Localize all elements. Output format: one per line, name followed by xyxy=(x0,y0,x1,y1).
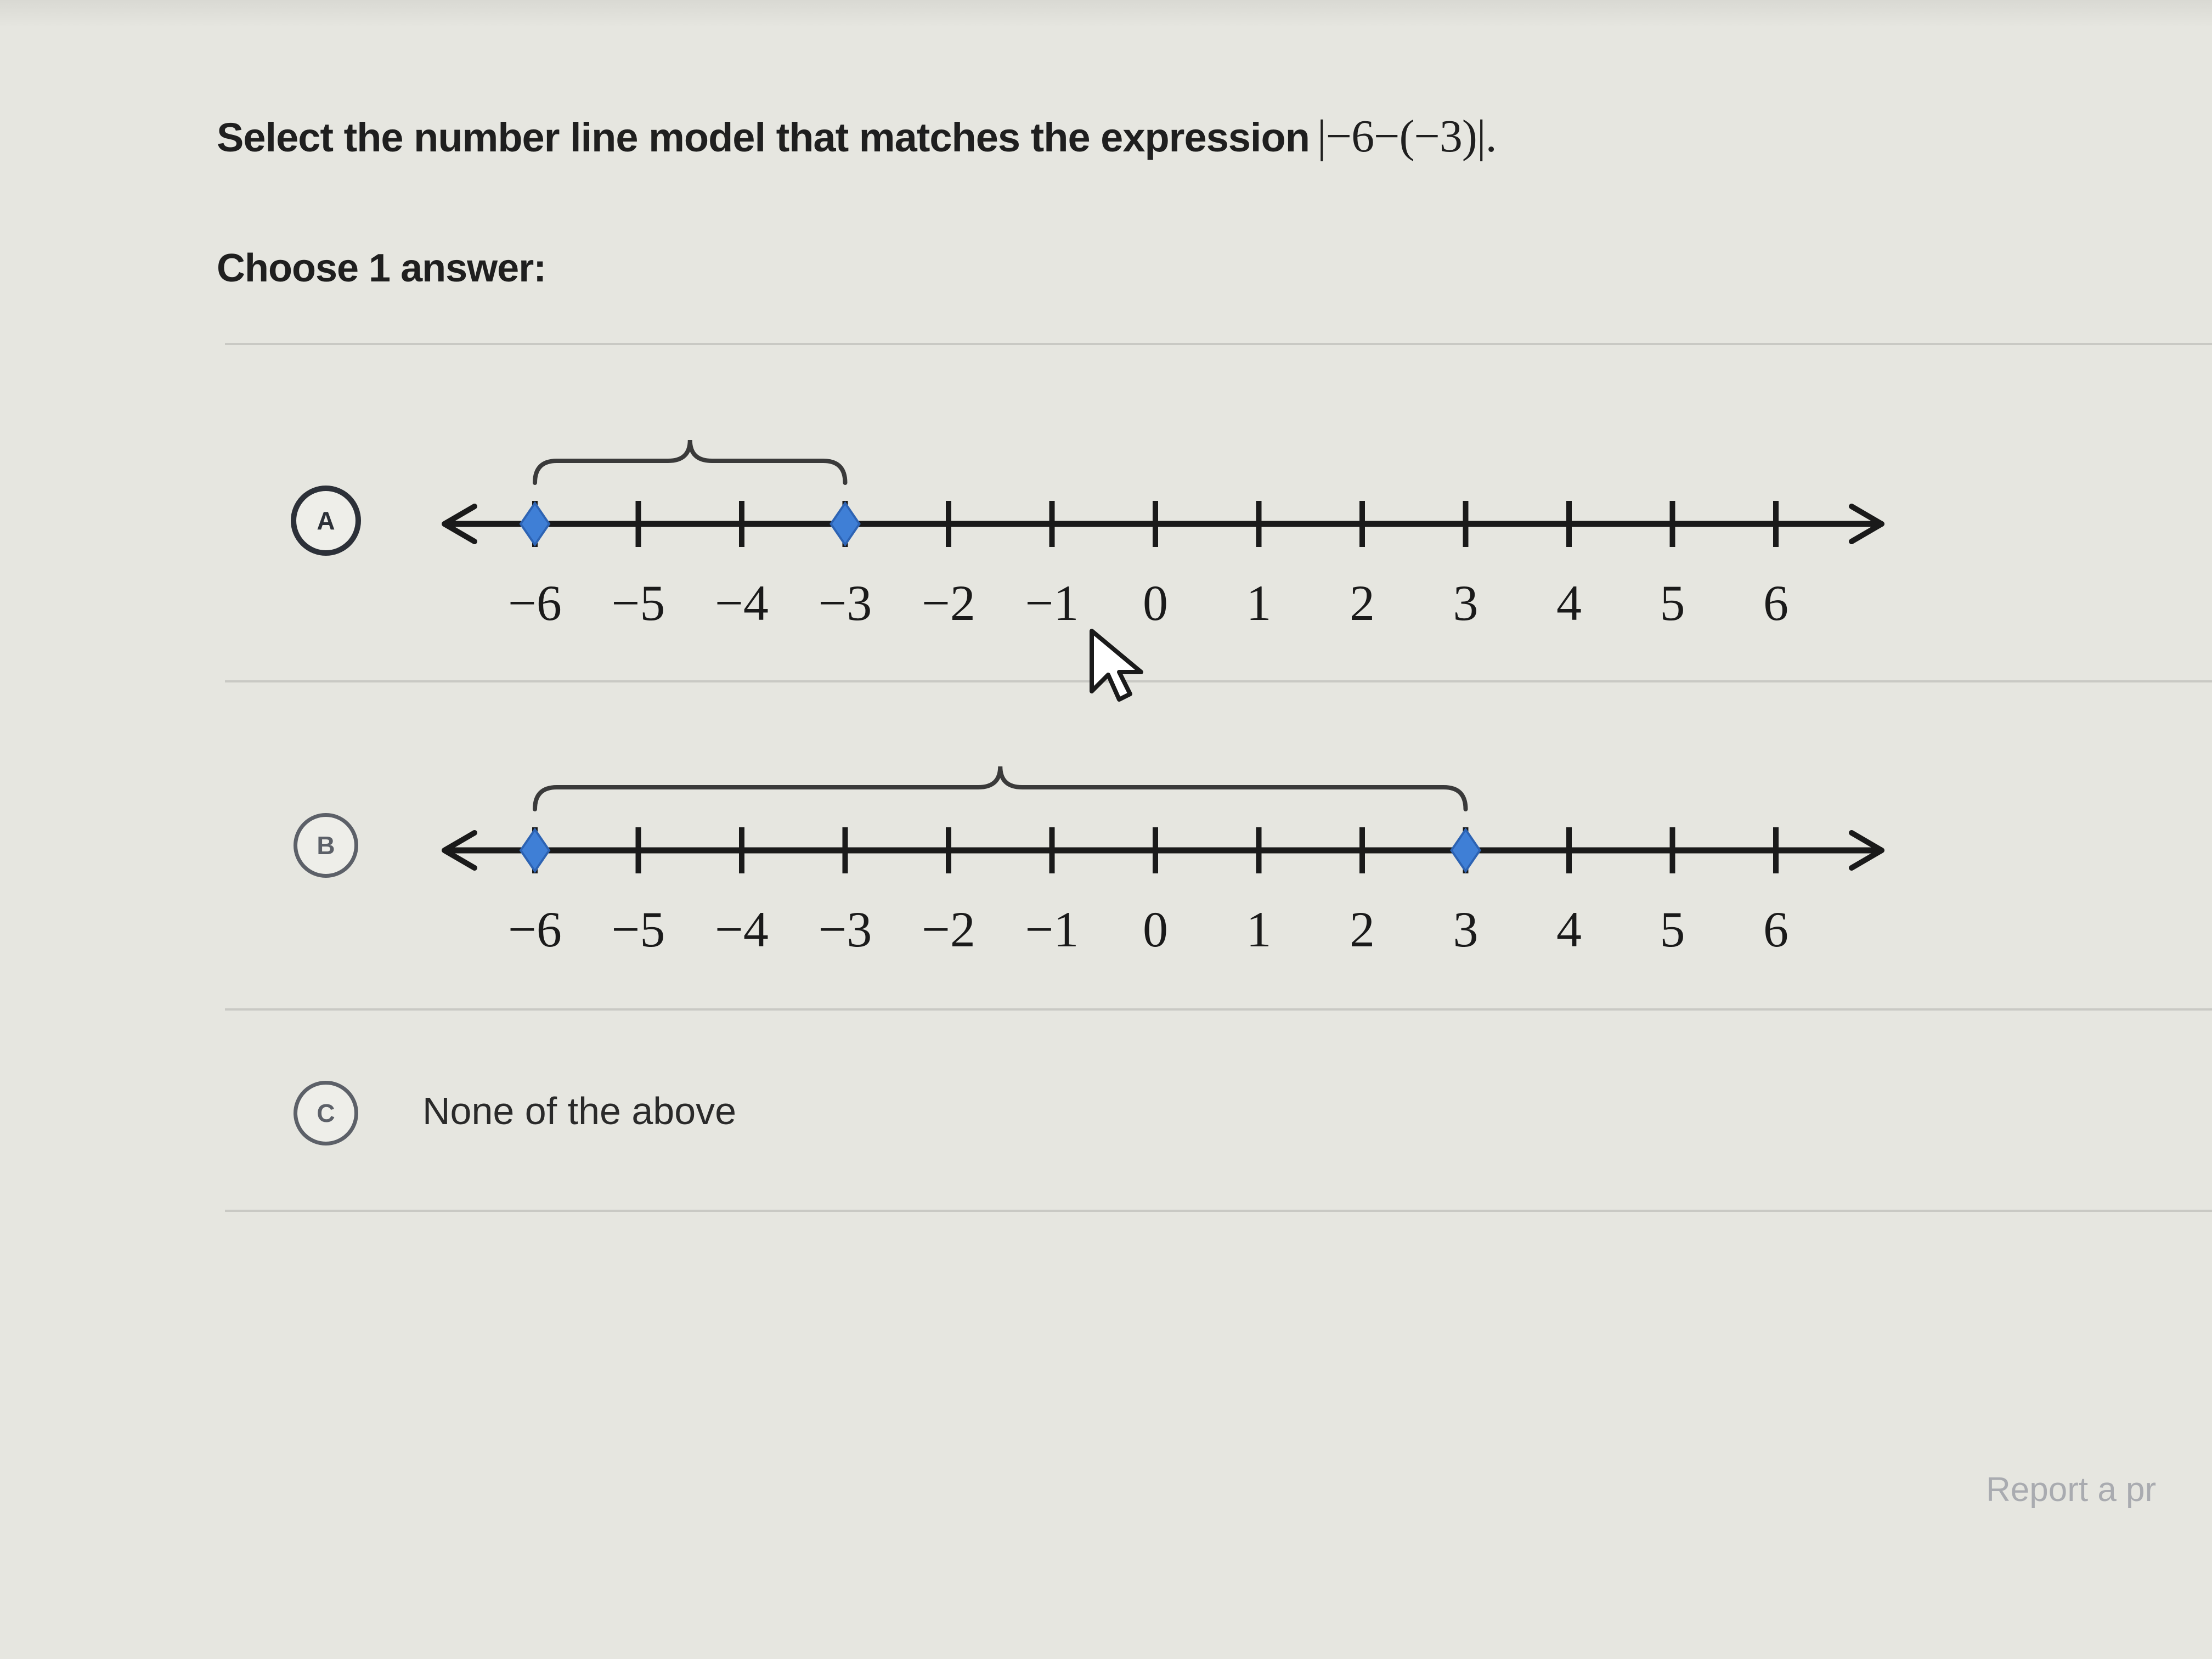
divider xyxy=(225,343,2212,345)
choice-a-letter: A xyxy=(317,506,335,535)
tick-label: 6 xyxy=(1763,575,1788,625)
tick-label: 3 xyxy=(1453,901,1479,952)
tick-label: 1 xyxy=(1246,901,1272,952)
screen-edge xyxy=(0,0,2212,27)
tick-label: −3 xyxy=(818,901,872,952)
plotted-point xyxy=(1452,830,1480,871)
tick-label: −2 xyxy=(922,575,975,625)
choose-answer-label: Choose 1 answer: xyxy=(217,246,546,290)
tick-label: −4 xyxy=(715,901,769,952)
distance-brace xyxy=(535,766,1466,809)
tick-label: −3 xyxy=(818,575,872,625)
choice-b-marker[interactable] xyxy=(294,813,358,878)
question-prompt: Select the number line model that matches the expression xyxy=(217,115,1310,160)
plotted-point xyxy=(521,503,549,545)
choice-b-letter: B xyxy=(317,831,335,860)
tick-label: 2 xyxy=(1350,901,1375,952)
divider xyxy=(225,680,2212,682)
tick-label: −1 xyxy=(1025,901,1079,952)
tick-label: −5 xyxy=(611,575,665,625)
tick-label: −5 xyxy=(611,901,665,952)
tick-label: 4 xyxy=(1556,901,1582,952)
tick-label: −2 xyxy=(922,901,975,952)
tick-label: 6 xyxy=(1763,901,1788,952)
question-expression: |−6−(−3)|. xyxy=(1317,111,1497,162)
plotted-point xyxy=(831,503,860,545)
choice-a-marker[interactable] xyxy=(291,486,361,556)
tick-label: 0 xyxy=(1143,901,1168,952)
mouse-pointer-icon xyxy=(1086,625,1152,708)
tick-label: −6 xyxy=(508,901,562,952)
distance-brace xyxy=(535,440,845,483)
tick-label: 1 xyxy=(1246,575,1272,625)
plotted-point xyxy=(521,830,549,871)
tick-label: −4 xyxy=(715,575,769,625)
number-line-b xyxy=(428,743,1909,952)
tick-label: 5 xyxy=(1660,901,1685,952)
tick-label: −6 xyxy=(508,575,562,625)
divider xyxy=(225,1008,2212,1011)
tick-label: 0 xyxy=(1143,575,1168,625)
choice-c-letter: C xyxy=(317,1099,335,1127)
tick-label: 4 xyxy=(1556,575,1582,625)
tick-label: 2 xyxy=(1350,575,1375,625)
tick-label: 5 xyxy=(1660,575,1685,625)
question-text xyxy=(217,110,1497,163)
number-line-a xyxy=(428,417,1909,625)
tick-label: 3 xyxy=(1453,575,1479,625)
choice-c-text: None of the above xyxy=(422,1090,737,1132)
choice-c-marker[interactable] xyxy=(294,1081,358,1146)
report-problem-link[interactable]: Report a pr xyxy=(1986,1471,2157,1509)
tick-label: −1 xyxy=(1025,575,1079,625)
divider xyxy=(225,1210,2212,1212)
